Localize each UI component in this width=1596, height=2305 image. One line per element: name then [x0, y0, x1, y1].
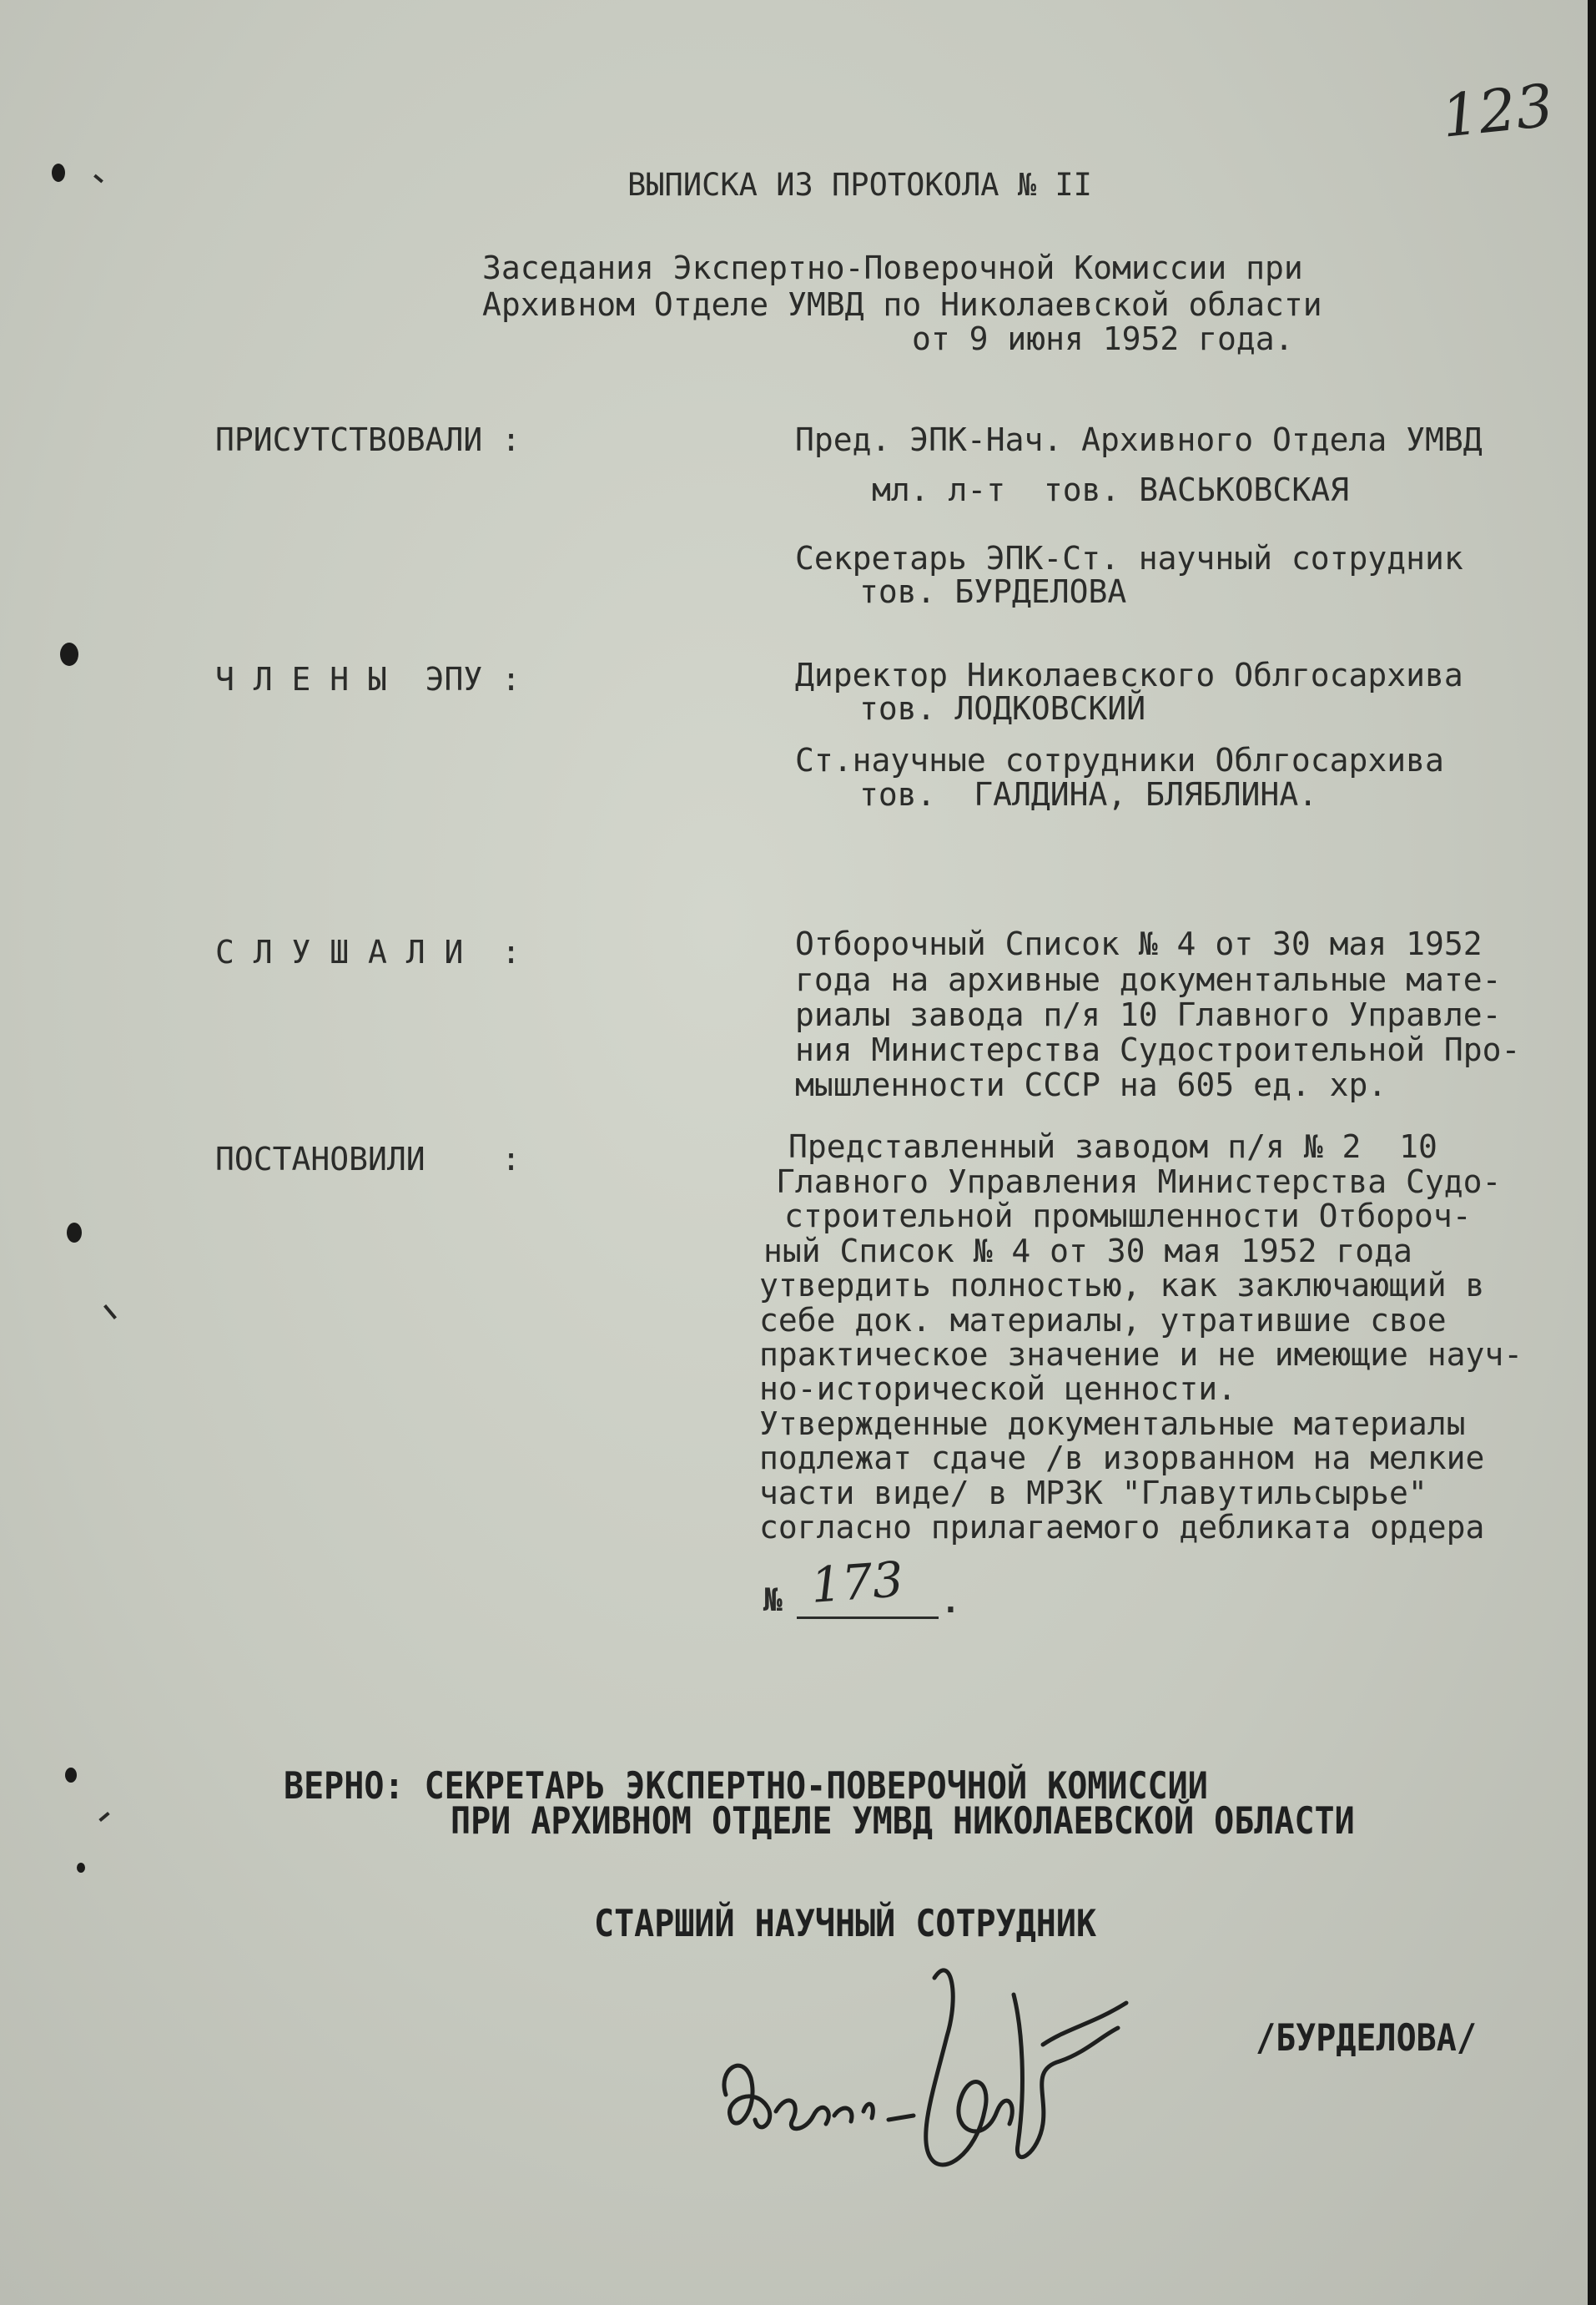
section-label-members: Ч Л Е Н Ы ЭПУ : — [215, 661, 521, 698]
order-number-handwritten: 173 — [808, 1551, 905, 1614]
header-line-3: от 9 июня 1952 года. — [912, 320, 1294, 357]
resolved-line-7: практическое значение и не имеющие науч- — [759, 1336, 1523, 1373]
binding-mark — [93, 174, 103, 184]
resolved-line-5: утвердить полностью, как заключающий в — [759, 1267, 1485, 1304]
heard-line-4: ния Министерства Судостроительной Про- — [795, 1031, 1521, 1068]
resolved-line-9: Утвержденные документальные материалы — [759, 1405, 1466, 1442]
certification-position: СТАРШИЙ НАУЧНЫЙ СОТРУДНИК — [594, 1902, 1097, 1946]
header-line-1: Заседания Экспертно-Поверочной Комиссии при — [482, 250, 1303, 286]
binding-hole — [52, 164, 65, 182]
resolved-line-8: но-исторической ценности. — [759, 1370, 1236, 1407]
document-title: ВЫПИСКА ИЗ ПРОТОКОЛА № II — [627, 167, 1092, 203]
order-prefix: № — [763, 1581, 783, 1618]
binding-hole — [65, 1768, 77, 1783]
resolved-line-12: согласно прилагаемого дебликата ордера — [759, 1509, 1485, 1546]
resolved-line-6: себе док. материалы, утратившие свое — [759, 1302, 1447, 1339]
heard-line-3: риалы завода п/я 10 Главного Управле- — [795, 996, 1502, 1033]
order-number-underline — [797, 1617, 939, 1619]
handwritten-signature — [709, 1944, 1143, 2195]
certification-line-2: ПРИ АРХИВНОМ ОТДЕЛЕ УМВД НИКОЛАЕВСКОЙ ОБЛАСТИ — [451, 1799, 1355, 1843]
members-line-2: тов. ЛОДКОВСКИЙ — [859, 690, 1146, 727]
heard-line-5: мышленности СССР на 605 ед. хр. — [795, 1067, 1387, 1103]
binding-hole — [77, 1863, 85, 1873]
binding-hole — [67, 1223, 82, 1243]
header-line-2: Архивном Отделе УМВД по Николаевской области — [482, 286, 1322, 323]
binding-mark — [98, 1812, 109, 1822]
present-line-1: Пред. ЭПК-Нач. Архивного Отдела УМВД — [795, 421, 1483, 458]
present-line-4: тов. БУРДЕЛОВА — [859, 573, 1127, 610]
resolved-line-2: Главного Управления Министерства Судо- — [776, 1163, 1502, 1200]
certification-name: /БУРДЕЛОВА/ — [1256, 2016, 1477, 2060]
section-label-present: ПРИСУТСТВОВАЛИ : — [215, 421, 521, 458]
order-mark: . — [941, 1583, 960, 1620]
section-label-heard: С Л У Ш А Л И : — [215, 934, 521, 971]
heard-line-2: года на архивные документальные мате- — [795, 961, 1502, 998]
heard-line-1: Отборочный Список № 4 от 30 мая 1952 — [795, 926, 1483, 962]
resolved-line-1: Представленный заводом п/я № 2 10 — [788, 1128, 1437, 1165]
members-line-3: Ст.научные сотрудники Облгосархива — [795, 742, 1444, 779]
resolved-line-11: части виде/ в МРЗК "Главутильсырье" — [759, 1475, 1427, 1511]
binding-mark — [103, 1304, 117, 1319]
section-label-resolved: ПОСТАНОВИЛИ : — [215, 1141, 521, 1178]
resolved-line-4: ный Список № 4 от 30 мая 1952 года — [763, 1233, 1412, 1269]
members-line-1: Директор Николаевского Облгосархива — [795, 657, 1463, 694]
resolved-line-10: подлежат сдаче /в изорванном на мелкие — [759, 1440, 1485, 1476]
binding-hole — [60, 643, 78, 666]
present-line-2: мл. л-т тов. ВАСЬКОВСКАЯ — [872, 472, 1349, 508]
present-line-3: Секретарь ЭПК-Ст. научный сотрудник — [795, 540, 1463, 577]
page-number-handwritten: 123 — [1438, 71, 1557, 151]
scan-edge — [1588, 0, 1596, 2305]
resolved-line-3: строительной промышленности Отбороч- — [784, 1198, 1472, 1234]
certification-line-1: ВЕРНО: СЕКРЕТАРЬ ЭКСПЕРТНО-ПОВЕРОЧНОЙ КОМИССИИ — [284, 1764, 1208, 1808]
members-line-4: тов. ГАЛДИНА, БЛЯБЛИНА. — [859, 776, 1318, 813]
